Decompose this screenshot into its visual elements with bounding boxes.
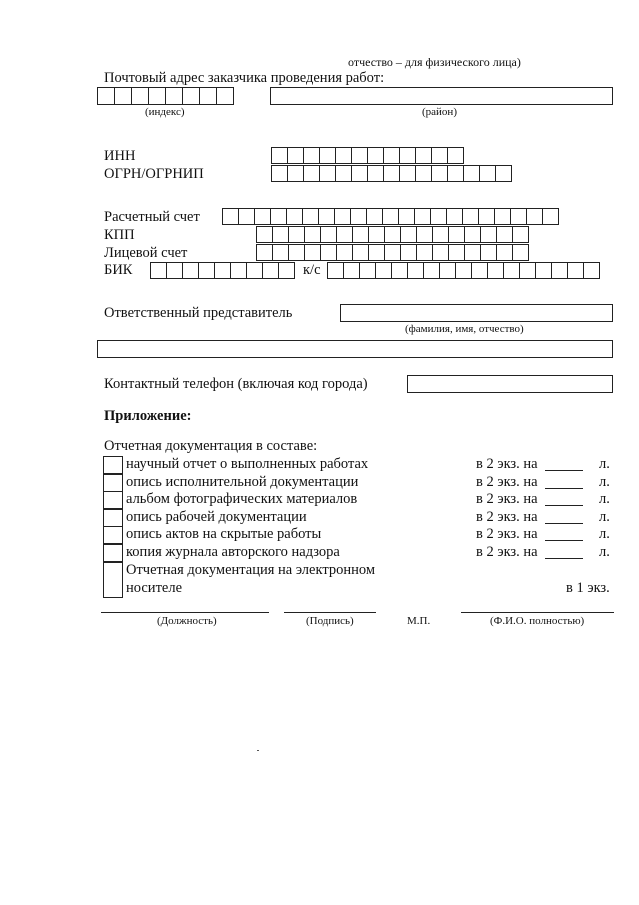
representative-field[interactable] xyxy=(340,304,613,322)
appendix-item-text: опись актов на скрытые работы xyxy=(126,526,322,543)
appendix-item-checkbox[interactable] xyxy=(103,491,123,509)
char-cell[interactable] xyxy=(336,226,353,243)
sheet-count-line[interactable] xyxy=(545,523,583,524)
char-cell[interactable] xyxy=(351,147,368,164)
char-cell[interactable] xyxy=(165,87,183,105)
char-cell[interactable] xyxy=(583,262,600,279)
char-cell[interactable] xyxy=(400,244,417,261)
char-cell[interactable] xyxy=(367,147,384,164)
district-caption: (район) xyxy=(422,106,457,118)
char-cell[interactable] xyxy=(384,226,401,243)
char-cell[interactable] xyxy=(336,244,353,261)
char-cell[interactable] xyxy=(287,165,304,182)
char-cell[interactable] xyxy=(495,165,512,182)
district-field[interactable] xyxy=(270,87,613,105)
char-cell[interactable] xyxy=(366,208,383,225)
appendix-item-checkbox[interactable] xyxy=(103,456,123,474)
char-cell[interactable] xyxy=(399,147,416,164)
electronic-checkbox[interactable] xyxy=(103,562,123,598)
char-cell[interactable] xyxy=(352,226,369,243)
char-cell[interactable] xyxy=(542,208,559,225)
char-cell[interactable] xyxy=(494,208,511,225)
char-cell[interactable] xyxy=(480,226,497,243)
appendix-item-copies: в 2 экз. на xyxy=(476,526,538,543)
char-cell[interactable] xyxy=(512,226,529,243)
personal-account-field[interactable] xyxy=(256,244,528,261)
appendix-item-unit: л. xyxy=(599,491,610,508)
appendix-item-text: опись рабочей документации xyxy=(126,508,307,525)
char-cell[interactable] xyxy=(254,208,271,225)
inn-field[interactable] xyxy=(271,147,463,164)
appendix-title: Приложение: xyxy=(104,408,192,424)
kpp-label: КПП xyxy=(104,227,135,243)
appendix-item-copies: в 2 экз. на xyxy=(476,473,538,490)
sheet-count-line[interactable] xyxy=(545,540,583,541)
char-cell[interactable] xyxy=(166,262,183,279)
sheet-count-line[interactable] xyxy=(545,505,583,506)
char-cell[interactable] xyxy=(439,262,456,279)
char-cell[interactable] xyxy=(455,262,472,279)
char-cell[interactable] xyxy=(446,208,463,225)
account-label: Расчетный счет xyxy=(104,209,200,225)
appendix-item-text: опись исполнительной документации xyxy=(126,473,359,490)
bik-field[interactable] xyxy=(150,262,294,279)
char-cell[interactable] xyxy=(246,262,263,279)
appendix-item-copies: в 2 экз. на xyxy=(476,544,538,560)
ogrn-label: ОГРН/ОГРНИП xyxy=(104,166,204,182)
char-cell[interactable] xyxy=(302,208,319,225)
char-cell[interactable] xyxy=(519,262,536,279)
appendix-item-copies: в 2 экз. на xyxy=(476,491,538,508)
char-cell[interactable] xyxy=(391,262,408,279)
char-cell[interactable] xyxy=(198,262,215,279)
char-cell[interactable] xyxy=(286,208,303,225)
char-cell[interactable] xyxy=(567,262,584,279)
char-cell[interactable] xyxy=(398,208,415,225)
appendix-item-copies: в 2 экз. на xyxy=(476,508,538,525)
char-cell[interactable] xyxy=(399,165,416,182)
char-cell[interactable] xyxy=(230,262,247,279)
char-cell[interactable] xyxy=(471,262,488,279)
char-cell[interactable] xyxy=(319,165,336,182)
char-cell[interactable] xyxy=(447,165,464,182)
char-cell[interactable] xyxy=(431,165,448,182)
char-cell[interactable] xyxy=(464,244,481,261)
char-cell[interactable] xyxy=(270,208,287,225)
char-cell[interactable] xyxy=(238,208,255,225)
char-cell[interactable] xyxy=(335,165,352,182)
appendix-item-copies: в 2 экз. на xyxy=(476,456,538,472)
char-cell[interactable] xyxy=(384,244,401,261)
char-cell[interactable] xyxy=(199,87,217,105)
appendix-item-checkbox[interactable] xyxy=(103,509,123,527)
char-cell[interactable] xyxy=(375,262,392,279)
char-cell[interactable] xyxy=(447,147,464,164)
char-cell[interactable] xyxy=(430,208,447,225)
appendix-item-text: альбом фотографических материалов xyxy=(126,491,358,508)
appendix-item-unit: л. xyxy=(599,456,610,472)
electronic-line1: Отчетная документация на электронном xyxy=(126,562,376,578)
account-field[interactable] xyxy=(222,208,558,225)
char-cell[interactable] xyxy=(131,87,149,105)
appendix-item-text: научный отчет о выполненных работах xyxy=(126,456,369,472)
postal-address-label: Почтовый адрес заказчика проведения работ: xyxy=(104,70,385,86)
kpp-field[interactable] xyxy=(256,226,528,243)
appendix-item-unit: л. xyxy=(599,526,610,543)
appendix-item-unit: л. xyxy=(599,544,610,560)
char-cell[interactable] xyxy=(487,262,504,279)
char-cell[interactable] xyxy=(431,147,448,164)
position-line[interactable] xyxy=(101,612,269,613)
char-cell[interactable] xyxy=(359,262,376,279)
char-cell[interactable] xyxy=(350,208,367,225)
char-cell[interactable] xyxy=(318,208,335,225)
char-cell[interactable] xyxy=(343,262,360,279)
char-cell[interactable] xyxy=(335,147,352,164)
char-cell[interactable] xyxy=(351,165,368,182)
char-cell[interactable] xyxy=(479,165,496,182)
bik-label: БИК xyxy=(104,262,133,278)
char-cell[interactable] xyxy=(503,262,520,279)
char-cell[interactable] xyxy=(334,208,351,225)
char-cell[interactable] xyxy=(216,87,234,105)
char-cell[interactable] xyxy=(304,226,321,243)
char-cell[interactable] xyxy=(383,165,400,182)
char-cell[interactable] xyxy=(368,244,385,261)
char-cell[interactable] xyxy=(303,147,320,164)
char-cell[interactable] xyxy=(414,208,431,225)
char-cell[interactable] xyxy=(448,244,465,261)
char-cell[interactable] xyxy=(262,262,279,279)
char-cell[interactable] xyxy=(182,87,200,105)
char-cell[interactable] xyxy=(256,226,273,243)
phone-label: Контактный телефон (включая код города) xyxy=(104,376,368,392)
scan-speck xyxy=(257,750,259,751)
char-cell[interactable] xyxy=(415,165,432,182)
sheet-count-line[interactable] xyxy=(545,558,583,559)
signature-line[interactable] xyxy=(284,612,376,613)
appendix-intro: Отчетная документация в составе: xyxy=(104,438,318,454)
char-cell[interactable] xyxy=(319,147,336,164)
char-cell[interactable] xyxy=(271,165,288,182)
appendix-item-text: копия журнала авторского надзора xyxy=(126,544,340,560)
char-cell[interactable] xyxy=(415,147,432,164)
inn-label: ИНН xyxy=(104,148,136,164)
ks-label: к/с xyxy=(303,262,321,278)
char-cell[interactable] xyxy=(271,147,288,164)
postal-index-field[interactable] xyxy=(97,87,233,105)
char-cell[interactable] xyxy=(463,165,480,182)
char-cell[interactable] xyxy=(368,226,385,243)
electronic-copies: в 1 экз. xyxy=(566,580,610,596)
char-cell[interactable] xyxy=(496,226,513,243)
char-cell[interactable] xyxy=(512,244,529,261)
char-cell[interactable] xyxy=(383,147,400,164)
sheet-count-line[interactable] xyxy=(545,488,583,489)
appendix-item-checkbox[interactable] xyxy=(103,544,123,562)
char-cell[interactable] xyxy=(478,208,495,225)
ogrn-field[interactable] xyxy=(271,165,511,182)
fullname-line[interactable] xyxy=(461,612,614,613)
electronic-line2: носителе xyxy=(126,580,183,596)
char-cell[interactable] xyxy=(272,244,289,261)
char-cell[interactable] xyxy=(416,244,433,261)
char-cell[interactable] xyxy=(287,147,304,164)
char-cell[interactable] xyxy=(432,244,449,261)
char-cell[interactable] xyxy=(448,226,465,243)
char-cell[interactable] xyxy=(367,165,384,182)
patronymic-note: отчество – для физического лица) xyxy=(348,55,521,69)
char-cell[interactable] xyxy=(462,208,479,225)
stamp-caption: М.П. xyxy=(407,615,431,627)
index-caption: (индекс) xyxy=(145,106,185,118)
position-caption: (Должность) xyxy=(157,615,217,627)
char-cell[interactable] xyxy=(97,87,115,105)
ks-field[interactable] xyxy=(327,262,599,279)
representative-caption: (фамилия, имя, отчество) xyxy=(405,323,524,335)
char-cell[interactable] xyxy=(150,262,167,279)
char-cell[interactable] xyxy=(222,208,239,225)
appendix-item-unit: л. xyxy=(599,473,610,490)
appendix-item-checkbox[interactable] xyxy=(103,474,123,492)
personal-account-label: Лицевой счет xyxy=(104,245,188,261)
char-cell[interactable] xyxy=(114,87,132,105)
char-cell[interactable] xyxy=(464,226,481,243)
char-cell[interactable] xyxy=(535,262,552,279)
char-cell[interactable] xyxy=(423,262,440,279)
appendix-item-unit: л. xyxy=(599,508,610,525)
char-cell[interactable] xyxy=(432,226,449,243)
char-cell[interactable] xyxy=(382,208,399,225)
representative-label: Ответственный представитель xyxy=(104,305,293,321)
char-cell[interactable] xyxy=(496,244,513,261)
char-cell[interactable] xyxy=(256,244,273,261)
char-cell[interactable] xyxy=(304,244,321,261)
char-cell[interactable] xyxy=(480,244,497,261)
char-cell[interactable] xyxy=(320,226,337,243)
char-cell[interactable] xyxy=(288,244,305,261)
char-cell[interactable] xyxy=(327,262,344,279)
char-cell[interactable] xyxy=(278,262,295,279)
char-cell[interactable] xyxy=(526,208,543,225)
fullname-caption: (Ф.И.О. полностью) xyxy=(490,615,585,627)
char-cell[interactable] xyxy=(407,262,424,279)
signature-caption: (Подпись) xyxy=(306,615,354,627)
char-cell[interactable] xyxy=(510,208,527,225)
char-cell[interactable] xyxy=(416,226,433,243)
char-cell[interactable] xyxy=(320,244,337,261)
char-cell[interactable] xyxy=(352,244,369,261)
char-cell[interactable] xyxy=(272,226,289,243)
char-cell[interactable] xyxy=(551,262,568,279)
char-cell[interactable] xyxy=(303,165,320,182)
char-cell[interactable] xyxy=(148,87,166,105)
char-cell[interactable] xyxy=(400,226,417,243)
char-cell[interactable] xyxy=(288,226,305,243)
phone-field[interactable] xyxy=(407,375,613,393)
representative-field-continued[interactable] xyxy=(97,340,613,358)
sheet-count-line[interactable] xyxy=(545,470,583,471)
appendix-item-checkbox[interactable] xyxy=(103,526,123,544)
char-cell[interactable] xyxy=(214,262,231,279)
char-cell[interactable] xyxy=(182,262,199,279)
